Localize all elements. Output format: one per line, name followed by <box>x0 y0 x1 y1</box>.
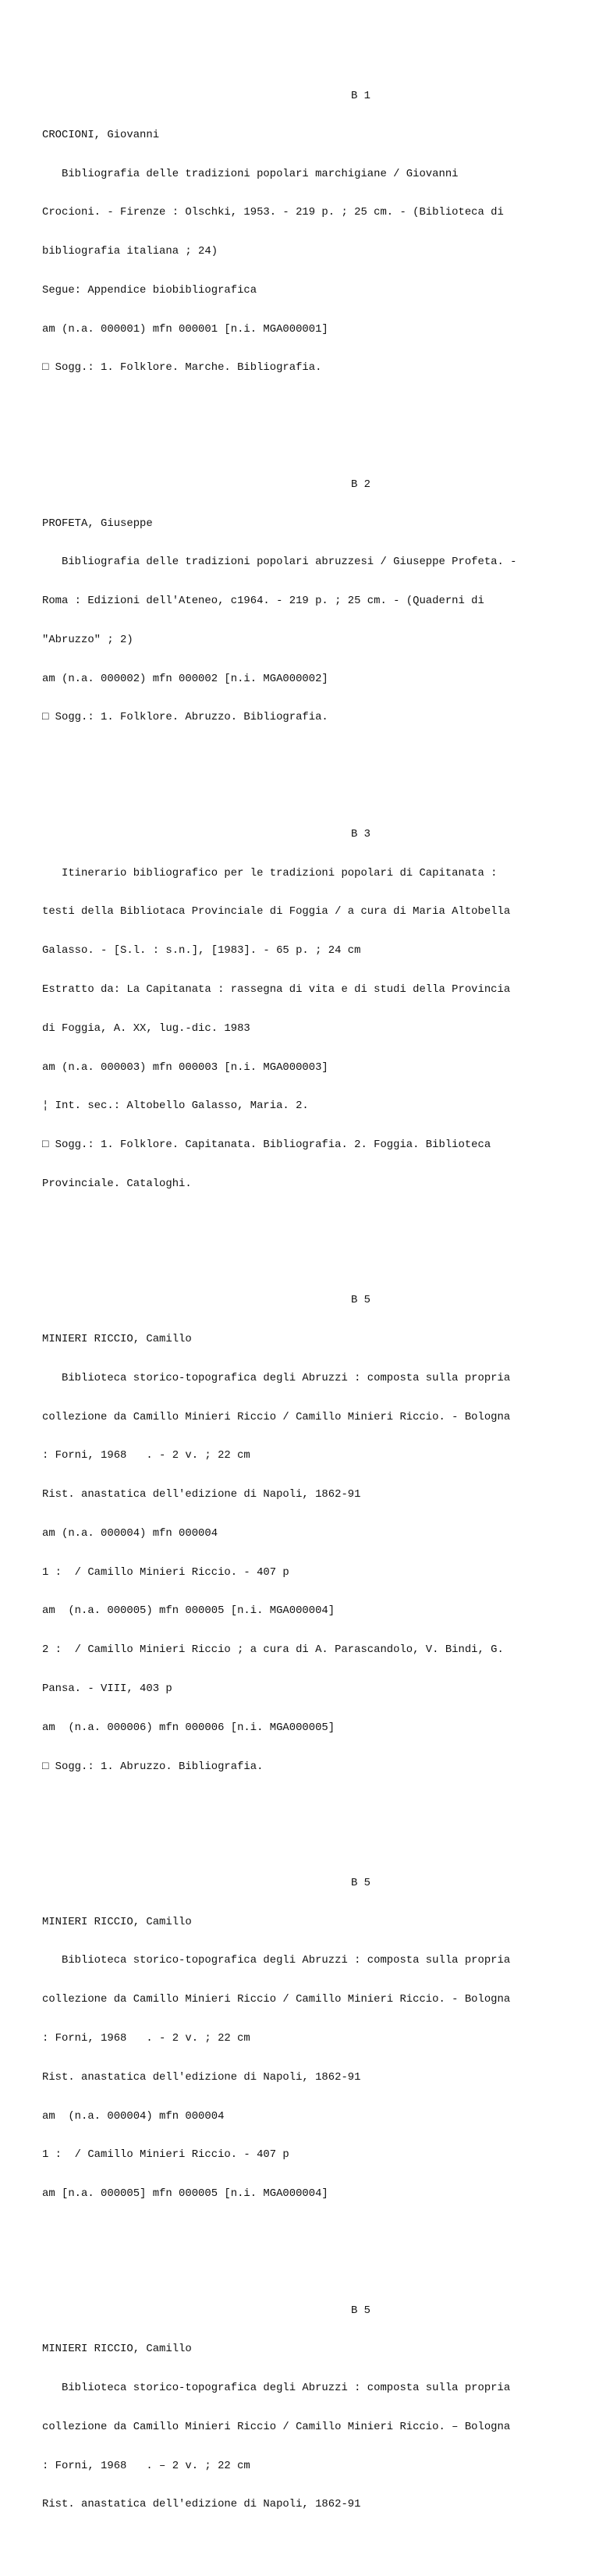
record-line: Segue: Appendice biobibliografica <box>42 283 257 297</box>
record-line: Crocioni. - Firenze : Olschki, 1953. - 219 p. ; 25 cm. - (Biblioteca di <box>42 206 504 219</box>
record-line: Galasso. - [S.l. : s.n.], [1983]. - 65 p. ; 24 cm <box>42 944 361 958</box>
catalog-record <box>42 1268 588 1799</box>
record-line: 1 : / Camillo Minieri Riccio. - 407 p <box>42 2148 289 2162</box>
record-line: 2 : / Camillo Minieri Riccio ; a cura di A. Parascandolo, V. Bindi, G. <box>42 1643 504 1657</box>
record-line: am (n.a. 000001) mfn 000001 [n.i. MGA000001] <box>42 322 328 336</box>
record-code: B 2 <box>351 478 371 491</box>
record-line: MINIERI RICCIO, Camillo <box>42 1332 192 1345</box>
record-line: Roma : Edizioni dell'Ateneo, c1964. - 219 p. ; 25 cm. - (Quaderni di <box>42 595 484 608</box>
record-line: collezione da Camillo Minieri Riccio / Camillo Minieri Riccio. - Bologna <box>42 1993 511 2006</box>
record-line: Rist. anastatica dell'edizione di Napoli, 1862-91 <box>42 1488 361 1501</box>
record-line: Biblioteca storico-topografica degli Abruzzi : composta sulla propria <box>42 1371 511 1384</box>
record-line: Bibliografia delle tradizioni popolari abruzzesi / Giuseppe Profeta. - <box>42 556 517 569</box>
record-line: Estratto da: La Capitanata : rassegna di vita e di studi della Provincia <box>42 982 511 996</box>
record-line: ¦ Int. sec.: Altobello Galasso, Maria. 2. <box>42 1100 309 1113</box>
record-code: B 5 <box>351 1294 371 1307</box>
record-line: am (n.a. 000004) mfn 000004 <box>42 1526 218 1540</box>
record-line: bibliografia italiana ; 24) <box>42 245 218 258</box>
record-line: CROCIONI, Giovanni <box>42 128 160 141</box>
record-line: Itinerario bibliografico per le tradizioni popolari di Capitanata : <box>42 866 498 879</box>
record-line: Bibliografia delle tradizioni popolari marchigiane / Giovanni <box>42 167 459 180</box>
record-line: □ Sogg.: 1. Folklore. Abruzzo. Bibliografia. <box>42 711 328 724</box>
record-line: : Forni, 1968 . - 2 v. ; 22 cm <box>42 2032 250 2045</box>
record-line: : Forni, 1968 . - 2 v. ; 22 cm <box>42 1449 250 1462</box>
record-line: am (n.a. 000002) mfn 000002 [n.i. MGA000002] <box>42 672 328 685</box>
record-code: B 5 <box>351 2304 371 2317</box>
record-line: Biblioteca storico-topografica degli Abruzzi : composta sulla propria <box>42 1954 511 1967</box>
record-line: PROFETA, Giuseppe <box>42 517 153 530</box>
record-line: collezione da Camillo Minieri Riccio / Camillo Minieri Riccio. - Bologna <box>42 1410 511 1423</box>
record-line: Biblioteca storico-topografica degli Abruzzi : composta sulla propria <box>42 2382 511 2395</box>
catalog-record <box>42 64 588 400</box>
record-line: am (n.a. 000003) mfn 000003 [n.i. MGA000003] <box>42 1061 328 1074</box>
catalog-record <box>42 1851 588 2226</box>
record-line: testi della Bibliotaca Provinciale di Foggia / a cura di Maria Altobella <box>42 905 511 918</box>
record-line: □ Sogg.: 1. Abruzzo. Bibliografia. <box>42 1760 264 1773</box>
record-code: B 5 <box>351 1876 371 1889</box>
record-line: am (n.a. 000005) mfn 000005 [n.i. MGA000004] <box>42 1604 335 1618</box>
record-line: Rist. anastatica dell'edizione di Napoli, 1862-91 <box>42 2070 361 2084</box>
record-line: Pansa. - VIII, 403 p <box>42 1682 172 1695</box>
record-line: Rist. anastatica dell'edizione di Napoli, 1862-91 <box>42 2498 361 2511</box>
catalog-record <box>42 453 588 751</box>
record-code: B 3 <box>351 827 371 840</box>
record-line: : Forni, 1968 . – 2 v. ; 22 cm <box>42 2459 250 2472</box>
record-code: B 1 <box>351 89 371 102</box>
record-line: Provinciale. Cataloghi. <box>42 1177 192 1190</box>
record-line: MINIERI RICCIO, Camillo <box>42 2343 192 2356</box>
record-line: "Abruzzo" ; 2) <box>42 633 133 646</box>
record-line: am (n.a. 000004) mfn 000004 <box>42 2109 225 2123</box>
record-line: am [n.a. 000005] mfn 000005 [n.i. MGA000004] <box>42 2187 328 2201</box>
record-line: 1 : / Camillo Minieri Riccio. - 407 p <box>42 1565 289 1579</box>
catalog-record <box>42 2278 588 2537</box>
catalog-page <box>42 25 588 2576</box>
record-line: MINIERI RICCIO, Camillo <box>42 1915 192 1928</box>
record-line: di Foggia, A. XX, lug.-dic. 1983 <box>42 1022 250 1035</box>
record-line: am (n.a. 000006) mfn 000006 [n.i. MGA000005] <box>42 1721 335 1734</box>
record-line: □ Sogg.: 1. Folklore. Capitanata. Bibliografia. 2. Foggia. Biblioteca <box>42 1139 491 1152</box>
record-line: collezione da Camillo Minieri Riccio / Camillo Minieri Riccio. – Bologna <box>42 2420 511 2433</box>
catalog-record <box>42 802 588 1217</box>
record-line: □ Sogg.: 1. Folklore. Marche. Bibliografia. <box>42 361 322 375</box>
